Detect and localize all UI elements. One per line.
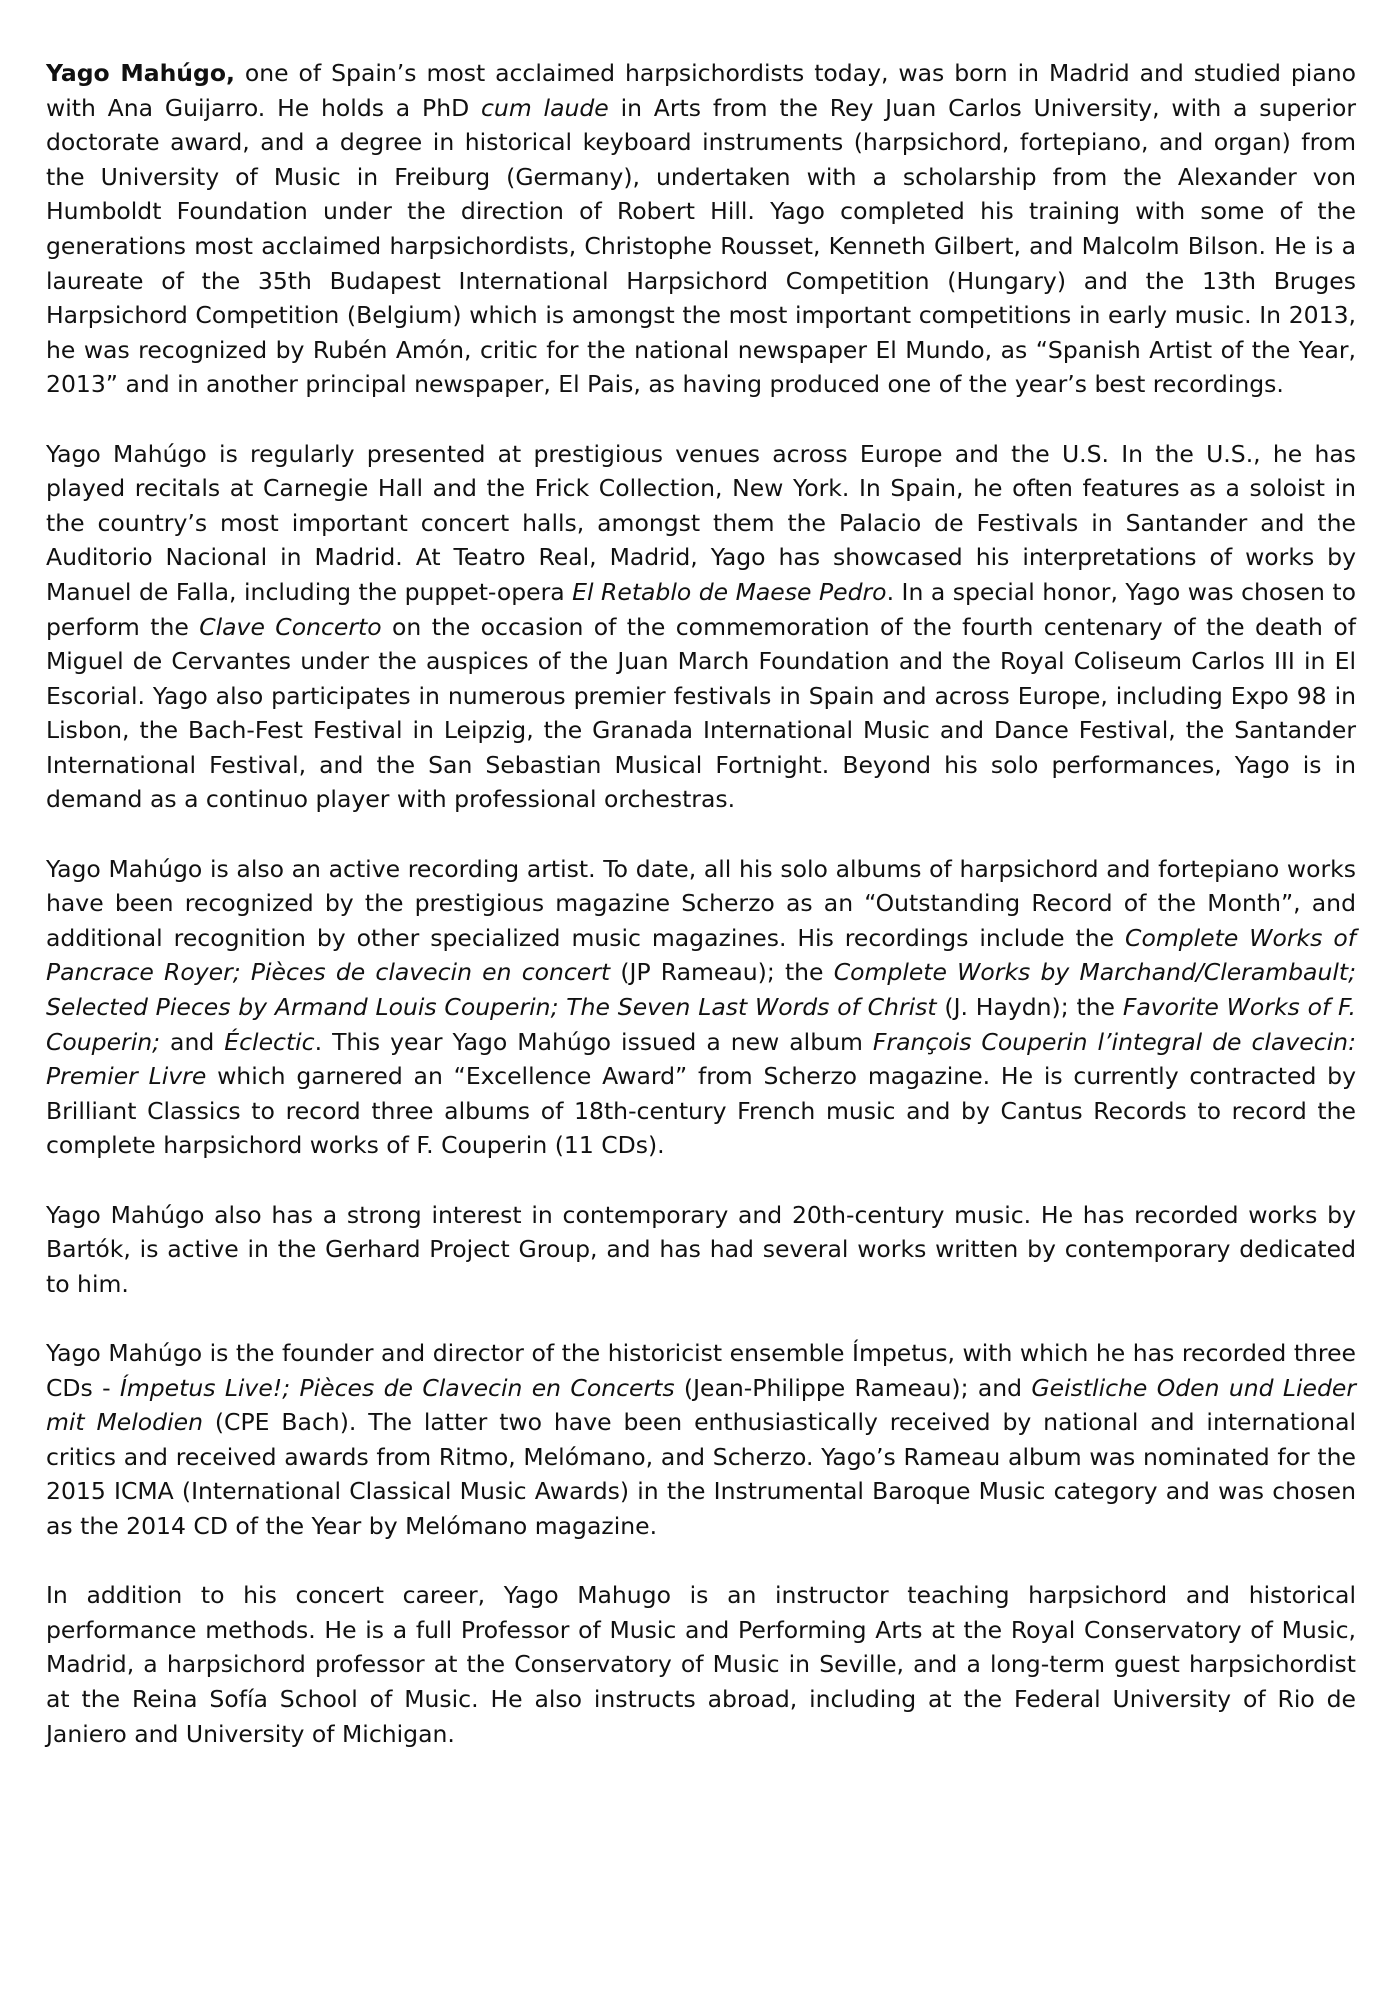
text-run: (J. Haydn); the <box>936 993 1123 1022</box>
paragraph-performances <box>46 437 1356 818</box>
italic-run: Ímpetus Live!; Pièces de Clavecin en Concerts <box>119 1373 675 1402</box>
italic-run: cum laude <box>481 93 609 122</box>
italic-run: El Retablo de Maese Pedro <box>572 577 887 606</box>
text-run: (CPE Bach). The latter two have been enthusiastically received by national and international critics and received awards from Ritmo, Melómano, and Scherzo. Yago’s Rameau album was nominated for the 2015 ICMA (International Classical Music Awards) in the Instrumental Baroque Music category and was chosen as the 2014 CD of the Year by Melómano magazine. <box>46 1408 1356 1540</box>
text-run: (JP Rameau); the <box>610 958 834 987</box>
text-run: Yago Mahúgo is the founder and director of the historicist ensemble Ímpetus, with which he has recorded three CDs - <box>46 1338 1356 1402</box>
text-run: . This year Yago Mahúgo issued a new album <box>314 1027 873 1056</box>
italic-run: Clave Concerto <box>199 612 382 641</box>
text-run: Yago Mahúgo is also an active recording artist. To date, all his solo albums of harpsichord and fortepiano works have been recognized by the prestigious magazine Scherzo as an “Outstanding Record of the Month”, and additional recognition by other specialized music magazines. His recordings include the <box>46 854 1356 952</box>
text-run: one of Spain’s most acclaimed harpsichordists today, was born in Madrid and studied piano with Ana Guijarro. He holds a PhD <box>46 59 1356 122</box>
text-run: and <box>160 1027 225 1056</box>
paragraph-introduction <box>46 56 1356 402</box>
text-run: Yago Mahúgo is regularly presented at prestigious venues across Europe and the U.S. In the U.S., he has played recitals at Carnegie Hall and the Frick Collection, New York. In Spain, he often features as a soloist in the country’s most important concert halls, amongst them the Palacio de Festivals in Santander and the Auditorio Nacional in Madrid. At Teatro Real, Madrid, Yago has showcased his interpretations of works by Manuel de Falla, including the puppet-opera <box>46 439 1356 606</box>
paragraph-contemporary <box>46 1198 1356 1302</box>
italic-run: Geistliche Oden und Lieder mit Melodien <box>46 1373 1357 1437</box>
italic-run: Éclectic <box>224 1027 315 1056</box>
paragraph-recordings <box>46 852 1356 1163</box>
italic-run: François Couperin l’integral de clavecin: Premier Livre <box>46 1027 1356 1091</box>
paragraph-teaching <box>46 1578 1356 1751</box>
text-run: In addition to his concert career, Yago Mahugo is an instructor teaching harpsichord and historical performance methods. He is a full Professor of Music and Performing Arts at the Royal Conservatory of Music, Madrid, a harpsichord professor at the Conservatory of Music in Seville, and a long-term guest harpsichordist at the Reina Sofía School of Music. He also instructs abroad, including at the Federal University of Rio de Janiero and University of Michigan. <box>46 1581 1356 1748</box>
artist-name: Yago Mahúgo, <box>46 59 235 87</box>
italic-run: Favorite Works of F. Couperin; <box>46 993 1357 1056</box>
text-run: in Arts from the Rey Juan Carlos University, with a superior doctorate award, and a degree in historical keyboard instruments (harpsichord, fortepiano, and organ) from the University of Music in Freiburg (Germany), undertaken with a scholarship from the Alexander von Humboldt Foundation under the direction of Robert Hill. Yago completed his training with some of the generations most acclaimed harpsichordists, Christophe Rousset, Kenneth Gilbert, and Malcolm Bilson. He is a laureate of the 35th Budapest International Harpsichord Competition (Hungary) and the 13th Bruges Harpsichord Competition (Belgium) which is amongst the most important competitions in early music. In 2013, he was recognized by Rubén Amón, critic for the national newspaper El Mundo, as “Spanish Artist of the Year, 2013” and in another principal newspaper, El Pais, as having produced one of the year’s best recordings. <box>46 93 1357 399</box>
text-run: Yago Mahúgo also has a strong interest in contemporary and 20th-century music. He has recorded works by Bartók, is active in the Gerhard Project Group, and has had several works written by contemporary dedicated to him. <box>46 1200 1356 1298</box>
italic-run: Complete Works of Pancrace Royer; Pièces de clavecin en concert <box>46 923 1356 987</box>
italic-run: Complete Works by Marchand/Clerambault; Selected Pieces by Armand Louis Couperin; The Seven Last Words of Christ <box>46 958 1357 1022</box>
biography-document <box>46 56 1356 1751</box>
text-run: (Jean-Philippe Rameau); and <box>674 1373 1032 1402</box>
paragraph-ensemble <box>46 1336 1356 1544</box>
text-run: on the occasion of the commemoration of the fourth centenary of the death of Miguel de Cervantes under the auspices of the Juan March Foundation and the Royal Coliseum Carlos III in El Escorial. Yago also participates in numerous premier festivals in Spain and across Europe, including Expo 98 in Lisbon, the Bach-Fest Festival in Leipzig, the Granada International Music and Dance Festival, the Santander International Festival, and the San Sebastian Musical Fortnight. Beyond his solo performances, Yago is in demand as a continuo player with professional orchestras. <box>46 612 1356 814</box>
text-run: . In a special honor, Yago was chosen to perform the <box>46 577 1356 641</box>
text-run: which garnered an “Excellence Award” from Scherzo magazine. He is currently contracted by Brilliant Classics to record three albums of 18th-century French music and by Cantus Records to record the complete harpsichord works of F. Couperin (11 CDs). <box>46 1062 1357 1160</box>
